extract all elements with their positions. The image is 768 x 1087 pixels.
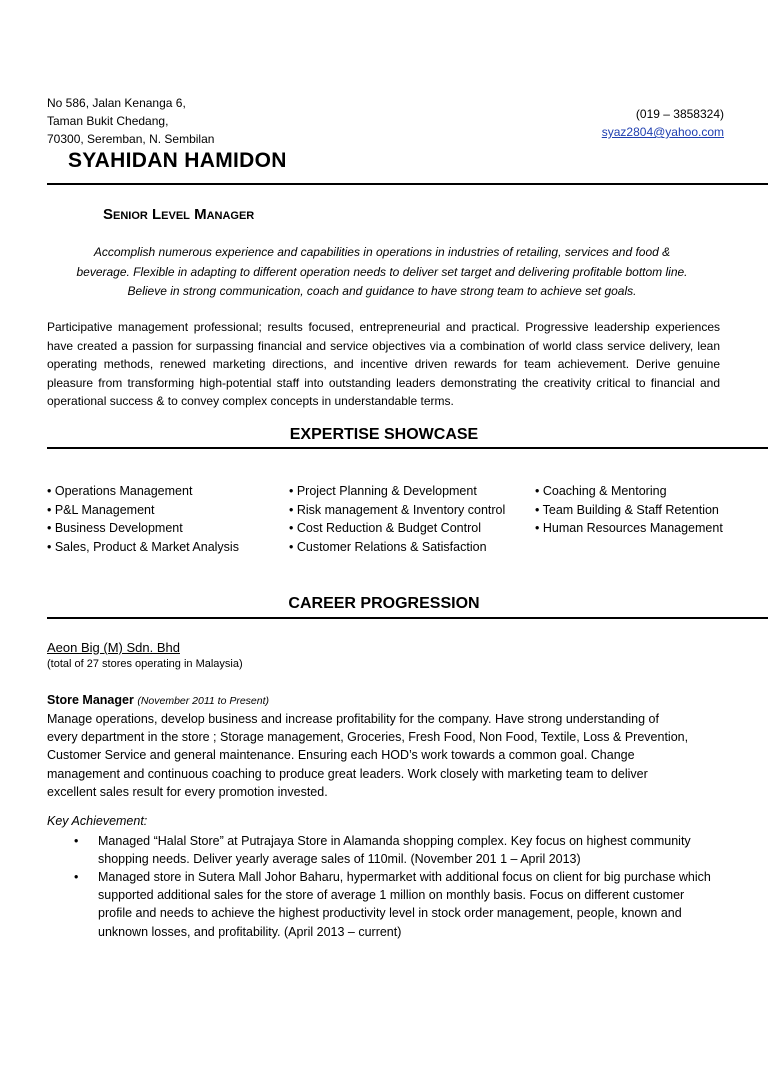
achievement-line: Managed store in Sutera Mall Johor Baharu, hypermarket with additional focus on client for big purchase which (98, 870, 711, 884)
achievement-text (98, 832, 762, 868)
expertise-item: • Coaching & Mentoring (535, 484, 667, 498)
profile-paragraph: Participative management professional; results focused, entrepreneurial and practical. Progressive leadership experiences have created a passion for surpassing financial and service objectives via a combination of world class service delivery, lean operating methods, renewed marketing directions, and incentive driven rewards for team achievement. Derive genuine pleasure from transforming high-potential staff into outstanding leaders demonstrating the creativity critical to financial and operational success & to convey complex concepts in understandable terms. (47, 320, 720, 408)
phone-number: (019 – 3858324) (635, 107, 724, 121)
address-line: 70300, Seremban, N. Sembilan (47, 132, 215, 146)
bullet-icon: • (74, 834, 79, 848)
role-period: (November 2011 to Present) (137, 695, 270, 707)
divider (47, 183, 768, 185)
description-line: Manage operations, develop business and increase profitability for the company. Have strong understanding of (47, 712, 659, 726)
company-name: Aeon Big (M) Sdn. Bhd (47, 640, 180, 655)
description-line: Customer Service and general maintenance. Ensuring each HOD’s work towards a common goal. Change (47, 748, 635, 763)
achievement-line: Managed “Halal Store” at Putrajaya Store in Alamanda shopping complex. Key focus on highest community (98, 834, 691, 848)
role-description (47, 710, 747, 801)
expertise-column (289, 482, 505, 556)
address-line: Taman Bukit Chedang, (47, 114, 169, 128)
expertise-item: • Operations Management (47, 484, 193, 498)
summary-line: beverage. Flexible in adapting to different operation needs to deliver set target and delivering profitable bottom line. (76, 264, 688, 279)
divider (47, 617, 768, 619)
achievement-line: unknown losses, and profitability. (April 2013 – current) (98, 924, 402, 939)
key-achievement-heading: Key Achievement: (47, 814, 148, 828)
divider (47, 447, 768, 449)
career-heading: CAREER PROGRESSION (288, 595, 480, 612)
expertise-column (535, 482, 723, 538)
address-line: No 586, Jalan Kenanga 6, (47, 96, 186, 110)
role-title: Store Manager (47, 693, 134, 707)
achievement-line: supported additional sales for the store of average 1 million on monthly basis. Focus on different customer (98, 888, 685, 903)
expertise-item: • Business Development (47, 521, 183, 535)
achievement-line: shopping needs. Deliver yearly average sales of 110mil. (November 201 1 – April 2013) (98, 852, 581, 867)
role-line (47, 693, 269, 707)
summary-line: Believe in strong communication, coach and guidance to have strong team to achieve set goals. (127, 284, 637, 298)
candidate-name: SYAHIDAN HAMIDON (68, 149, 287, 172)
expertise-item: • Human Resources Management (535, 521, 723, 535)
expertise-item: • Sales, Product & Market Analysis (47, 539, 239, 554)
expertise-item: • Risk management & Inventory control (289, 502, 506, 517)
bullet-icon: • (74, 870, 79, 884)
expertise-item: • Cost Reduction & Budget Control (289, 521, 481, 535)
summary-block (47, 243, 717, 302)
expertise-item: • Project Planning & Development (289, 484, 477, 498)
achievement-line: profile and needs to achieve the highest productivity level in stock order management, people, known and (98, 906, 682, 921)
achievement-text (98, 868, 762, 941)
expertise-heading: EXPERTISE SHOWCASE (289, 426, 479, 443)
email-link[interactable]: syaz2804@yahoo.com (601, 125, 724, 139)
expertise-item: • Team Building & Staff Retention (535, 502, 719, 517)
description-line: every department in the store ; Storage management, Groceries, Fresh Food, Non Food, Textile, Loss & Prevention, (47, 730, 689, 745)
summary-line: Accomplish numerous experience and capabilities in operations in industries of retailing, services and food & (93, 245, 671, 259)
address-block (47, 94, 214, 148)
description-line: management and continuous coaching to produce great leaders. Work closely with marketing team to deliver (47, 766, 648, 781)
expertise-item: • P&L Management (47, 502, 155, 517)
expertise-item: • Customer Relations & Satisfaction (289, 539, 487, 554)
company-note: (total of 27 stores operating in Malaysia) (47, 658, 243, 670)
description-line: excellent sales result for every promotion invested. (47, 784, 328, 799)
contact-block (584, 105, 724, 141)
job-title: Senior Level Manager (103, 206, 255, 223)
expertise-column (47, 482, 239, 556)
